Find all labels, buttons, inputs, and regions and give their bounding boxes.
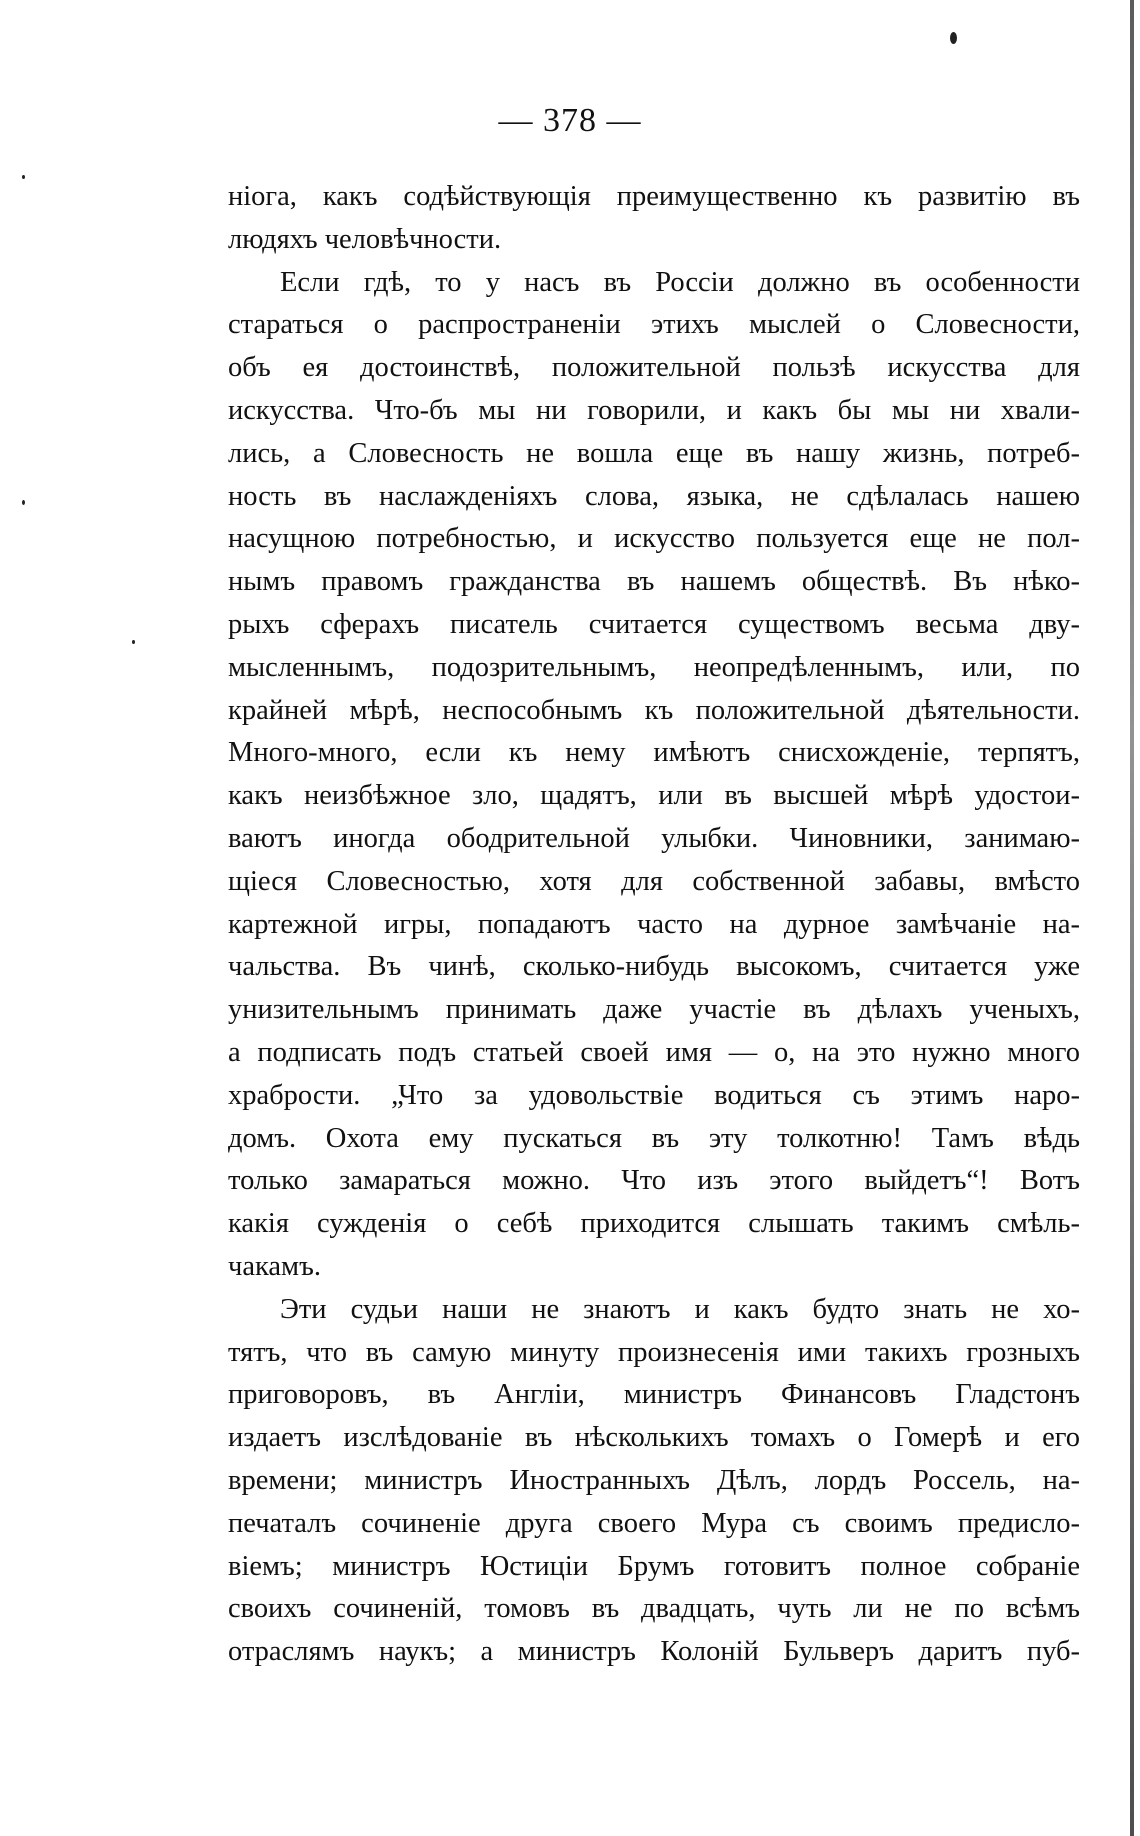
text-line: рыхъ сферахъ писатель считается существомъ весьма дву- — [228, 608, 1080, 640]
text-line: унизительнымъ принимать даже участіе въ дѣлахъ ученыхъ, — [228, 994, 1080, 1026]
body-text — [228, 176, 1080, 1674]
text-line: отраслямъ наукъ; а министръ Колоній Бульверъ даритъ пуб- — [228, 1636, 1080, 1668]
text-line: ность въ наслажденіяхъ слова, языка, не сдѣлалась нашею — [228, 480, 1080, 512]
text-line: издаетъ изслѣдованіе въ нѣсколькихъ томахъ о Гомерѣ и его — [228, 1422, 1080, 1454]
text-line: домъ. Охота ему пускаться въ эту толкотню! Тамъ вѣдь — [228, 1122, 1080, 1154]
text-line: Много-много, если къ нему имѣютъ снисхожденіе, терпятъ, — [228, 737, 1080, 769]
text-line: мысленнымъ, подозрительнымъ, неопредѣленнымъ, или, по — [228, 651, 1080, 683]
text-line: Если гдѣ, то у насъ въ Россіи должно въ особенности — [280, 266, 1080, 298]
text-line: насущною потребностью, и искусство пользуется еще не пол- — [228, 523, 1080, 555]
scan-speck — [22, 175, 25, 179]
text-line: нымъ правомъ гражданства въ нашемъ обществѣ. Въ нѣко- — [228, 566, 1080, 598]
text-line: чальства. Въ чинѣ, сколько-нибудь высокомъ, считается уже — [228, 951, 1080, 983]
text-line: приговоровъ, въ Англіи, министръ Финансовъ Гладстонъ — [228, 1379, 1080, 1411]
text-line: какъ неизбѣжное зло, щадятъ, или въ высшей мѣрѣ удостои- — [228, 780, 1080, 812]
scan-speck — [132, 640, 135, 644]
scan-speck — [950, 32, 957, 44]
text-line: стараться о распространеніи этихъ мыслей о Словесности, — [228, 309, 1080, 341]
text-line: печаталъ сочиненіе друга своего Мура съ своимъ предисло- — [228, 1507, 1080, 1539]
text-line: объ ея достоинствѣ, положительной пользѣ искусства для — [228, 352, 1080, 384]
text-line: картежной игры, попадаютъ часто на дурное замѣчаніе на- — [228, 908, 1080, 940]
text-line: лись, а Словесность не вошла еще въ нашу жизнь, потреб- — [228, 437, 1080, 469]
text-line: искусства. Что-бъ мы ни говорили, и какъ бы мы ни хвали- — [228, 394, 1080, 426]
scan-edge-shadow — [1130, 0, 1134, 1836]
text-line: ваютъ иногда ободрительной улыбки. Чиновники, занимаю- — [228, 822, 1080, 854]
text-line: щіеся Словесностью, хотя для собственной забавы, вмѣсто — [228, 865, 1080, 897]
text-line: чакамъ. — [228, 1250, 321, 1282]
page-number: — 378 — — [498, 102, 642, 139]
text-line: Эти судьи наши не знаютъ и какъ будто знать не хо- — [280, 1293, 1080, 1325]
text-line: какія сужденія о себѣ приходится слышать такимъ смѣль- — [228, 1208, 1080, 1240]
text-line: только замараться можно. Что изъ этого выйдетъ“! Вотъ — [228, 1165, 1080, 1197]
text-line: ніога, какъ содѣйствующія преимущественно къ развитію въ — [228, 181, 1080, 212]
text-line: времени; министръ Иностранныхъ Дѣлъ, лордъ Россель, на- — [228, 1464, 1080, 1496]
text-line: а подписать подъ статьей своей имя — о, на это нужно много — [228, 1036, 1080, 1068]
text-line: тятъ, что въ самую минуту произнесенія ими такихъ грозныхъ — [228, 1336, 1080, 1368]
text-line: крайней мѣрѣ, неспособнымъ къ положительной дѣятельности. — [228, 694, 1080, 726]
text-line: своихъ сочиненій, томовъ въ двадцать, чуть ли не по всѣмъ — [228, 1593, 1080, 1625]
scan-speck — [22, 500, 25, 505]
text-line: храбрости. „Что за удовольствіе водиться съ этимъ наро- — [228, 1079, 1080, 1111]
text-line: віемъ; министръ Юстиціи Брумъ готовитъ полное собраніе — [228, 1550, 1080, 1582]
text-line: людяхъ человѣчности. — [228, 223, 502, 255]
